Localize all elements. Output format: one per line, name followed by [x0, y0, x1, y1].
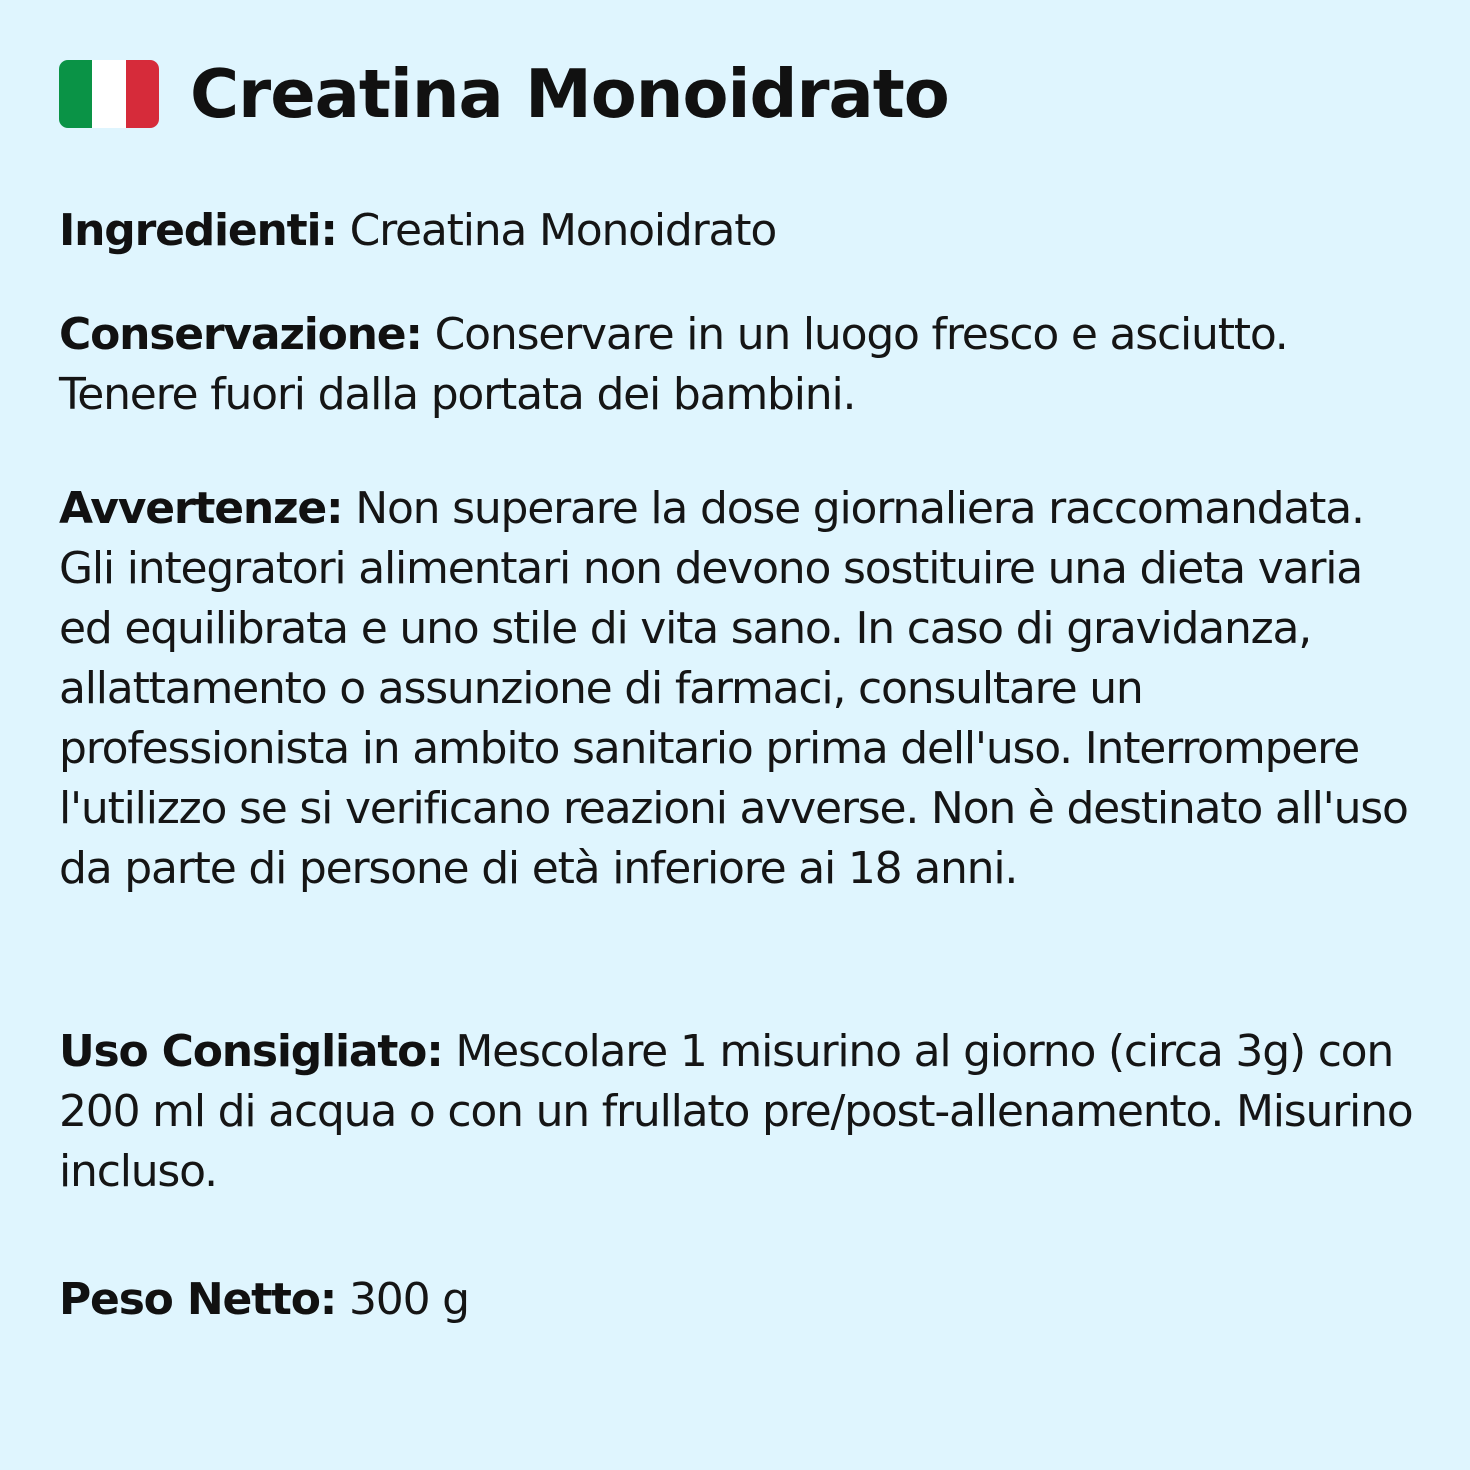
storage-section: [59, 305, 1419, 425]
ingredients-section: [59, 201, 1419, 261]
warnings-label: Avvertenze:: [59, 483, 343, 534]
usage-section: [59, 1022, 1419, 1202]
warnings-text: Non superare la dose giornaliera raccomandata. Gli integratori alimentari non devono sostituire una dieta varia ed equilibrata e uno stile di vita sano. In caso di gravidanza, allattamento o assunzione di farmaci, consultare un professionista in ambito sanitario prima dell'uso. Interrompere l'utilizzo se si verificano reazioni avverse. Non è destinato all'uso da parte di persone di età inferiore ai 18 anni.: [59, 483, 1408, 894]
net-weight-text: 300 g: [348, 1274, 469, 1325]
header: [59, 54, 949, 133]
ingredients-text: Creatina Monoidrato: [349, 205, 777, 256]
storage-label: Conservazione:: [59, 309, 422, 360]
ingredients-label: Ingredienti:: [59, 205, 337, 256]
italy-flag-icon: [59, 60, 159, 128]
usage-text: Mescolare 1 misurino al giorno (circa 3g) con 200 ml di acqua o con un frullato pre/post-allenamento. Misurino incluso.: [59, 1026, 1413, 1197]
net-weight-label: Peso Netto:: [59, 1274, 337, 1325]
usage-label: Uso Consigliato:: [59, 1026, 443, 1077]
warnings-section: [59, 479, 1419, 899]
storage-text: Conservare in un luogo fresco e asciutto. Tenere fuori dalla portata dei bambini.: [59, 309, 1288, 420]
net-weight-section: [59, 1270, 1419, 1330]
page-title: Creatina Monoidrato: [190, 54, 949, 133]
